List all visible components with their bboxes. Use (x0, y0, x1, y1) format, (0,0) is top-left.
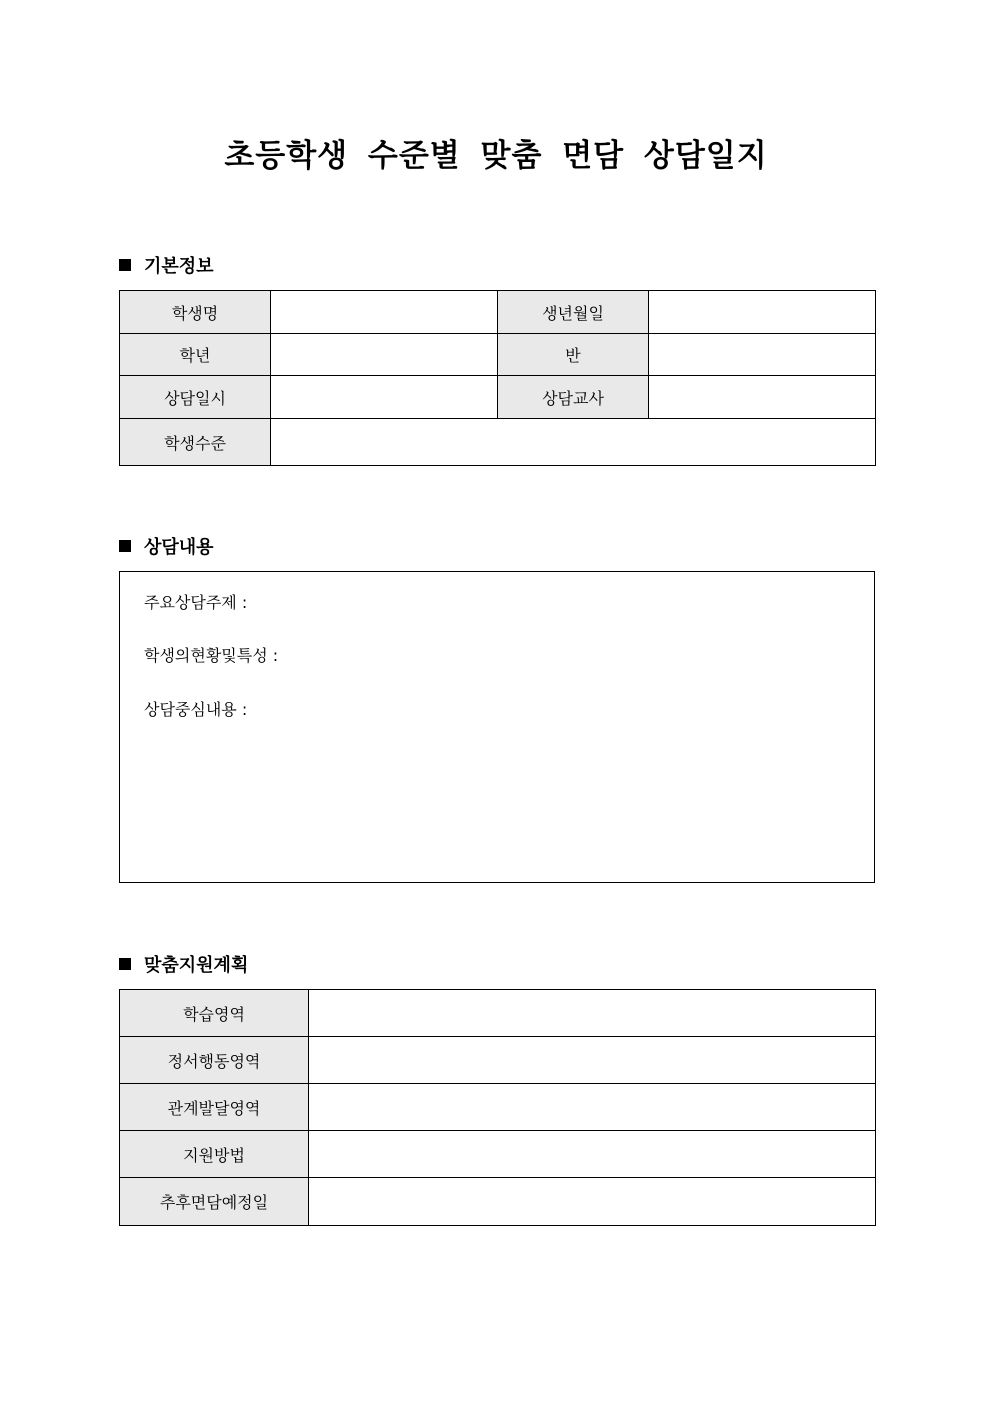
birthdate-field[interactable] (649, 291, 876, 334)
table-row (120, 291, 876, 334)
student-name-field[interactable] (271, 291, 498, 334)
learning-area-label: 학습영역 (120, 990, 309, 1037)
support-method-field[interactable] (309, 1131, 876, 1178)
followup-date-field[interactable] (309, 1178, 876, 1226)
learning-area-field[interactable] (309, 990, 876, 1037)
student-status-line: 학생의현황및특성 : (144, 646, 279, 665)
followup-date-label: 추후면담예정일 (120, 1178, 309, 1226)
section-heading-label: 기본정보 (144, 256, 214, 277)
support-plan-table (119, 989, 876, 1226)
counsel-content-box[interactable] (119, 571, 875, 883)
relationship-development-field[interactable] (309, 1084, 876, 1131)
emotional-behavior-label: 정서행동영역 (120, 1037, 309, 1084)
table-row (120, 1178, 876, 1226)
section-heading-counsel (119, 534, 214, 558)
core-content-line: 상담중심내용 : (144, 700, 248, 719)
counsel-teacher-field[interactable] (649, 376, 876, 419)
grade-label: 학년 (120, 334, 271, 376)
table-row (120, 334, 876, 376)
square-bullet-icon (119, 259, 131, 271)
class-field[interactable] (649, 334, 876, 376)
table-row (120, 419, 876, 466)
counsel-datetime-field[interactable] (271, 376, 498, 419)
student-level-field[interactable] (271, 419, 876, 466)
relationship-development-label: 관계발달영역 (120, 1084, 309, 1131)
table-row (120, 1037, 876, 1084)
class-label: 반 (498, 334, 649, 376)
counsel-teacher-label: 상담교사 (498, 376, 649, 419)
grade-field[interactable] (271, 334, 498, 376)
main-topic-line: 주요상담주제 : (144, 593, 248, 612)
birthdate-label: 생년월일 (498, 291, 649, 334)
basic-info-table (119, 290, 876, 466)
section-heading-support-plan (119, 952, 248, 976)
section-heading-label: 맞춤지원계획 (144, 955, 249, 976)
table-row (120, 376, 876, 419)
square-bullet-icon (119, 540, 131, 552)
table-row (120, 990, 876, 1037)
student-name-label: 학생명 (120, 291, 271, 334)
table-row (120, 1084, 876, 1131)
counsel-datetime-label: 상담일시 (120, 376, 271, 419)
page-title: 초등학생 수준별 맞춤 면담 상담일지 (224, 138, 768, 174)
table-row (120, 1131, 876, 1178)
support-method-label: 지원방법 (120, 1131, 309, 1178)
student-level-label: 학생수준 (120, 419, 271, 466)
emotional-behavior-field[interactable] (309, 1037, 876, 1084)
section-heading-basic-info (119, 253, 214, 277)
section-heading-label: 상담내용 (144, 537, 214, 558)
square-bullet-icon (119, 958, 131, 970)
